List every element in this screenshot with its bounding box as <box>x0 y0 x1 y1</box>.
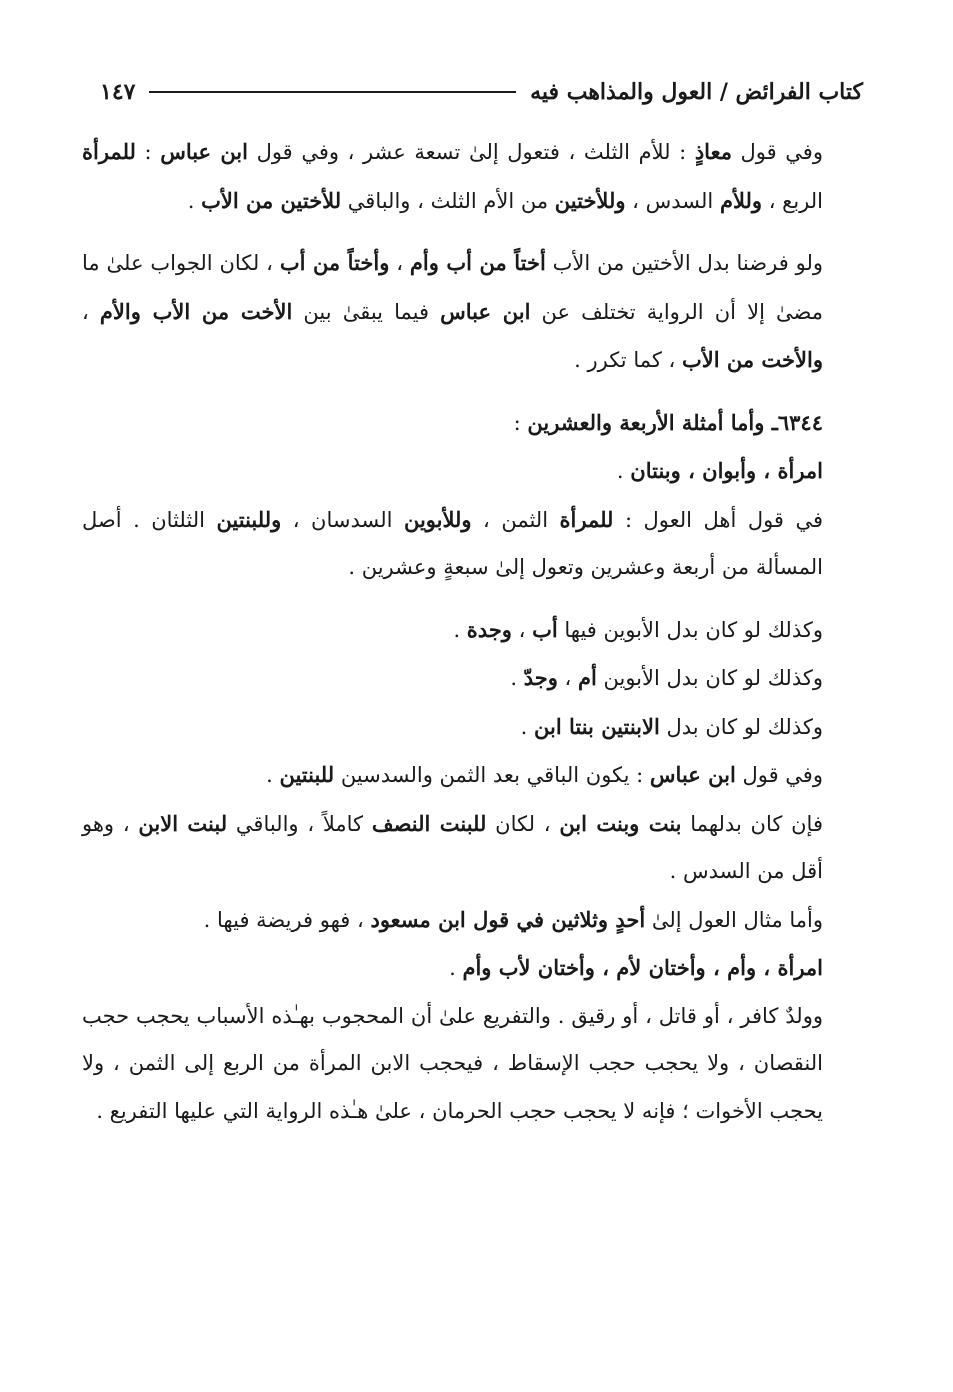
bold-text: وللبنتين <box>216 506 282 532</box>
bold-text: وأختاً من أب <box>279 250 390 275</box>
text-run: : <box>135 140 161 164</box>
text-run: ، <box>82 299 100 324</box>
text-run: . <box>520 714 534 739</box>
bold-text: ابن عباس <box>649 762 736 787</box>
text-run: : للأم الثلث ، فتعول إلىٰ تسعة عشر ، وفي قول <box>247 140 695 164</box>
body-text <box>82 128 865 1135</box>
text-run: كاملاً ، والباقي <box>227 811 372 836</box>
bold-text: وجدة <box>466 616 512 642</box>
paragraph <box>82 654 865 703</box>
paragraph <box>82 800 865 896</box>
text-run: ، لكان <box>486 811 560 836</box>
text-run: الثلثان . أصل المسألة من أربعة وعشرين وتعول إلىٰ سبعةٍ وعشرين . <box>82 507 823 579</box>
text-run: ، وهو أقل من السدس . <box>82 811 823 883</box>
text-run: . <box>510 666 524 690</box>
bold-text: وللأبوين <box>403 506 472 532</box>
paragraph <box>82 896 865 945</box>
text-run: وكذلك لو كان بدل الأبوين فيها <box>557 617 823 642</box>
text-run: ، <box>511 617 533 642</box>
text-run: . <box>449 956 463 980</box>
bold-text: للمرأة <box>559 506 614 532</box>
paragraph <box>82 993 865 1136</box>
text-run: وفي قول <box>735 763 823 787</box>
paragraph <box>82 128 865 225</box>
text-run: في قول أهل العول : <box>613 507 824 532</box>
bold-text: امرأة ، وأبوان ، وبنتان <box>630 458 823 483</box>
text-run: ، فهو فريضة فيها . <box>203 907 371 932</box>
text-run: . <box>453 617 467 642</box>
paragraph <box>82 751 865 800</box>
text-run: ، كما تكرر . <box>574 348 682 372</box>
bold-text: بنت وبنت ابن <box>559 810 682 836</box>
text-run: . <box>187 188 202 213</box>
text-run: وكذلك لو كان بدل <box>659 714 823 739</box>
bold-text: ابن عباس <box>160 139 248 164</box>
bold-text: وللأم <box>719 187 763 213</box>
text-run: فيما يبقىٰ بين <box>292 299 441 324</box>
header-rule <box>149 91 516 93</box>
paragraph <box>82 496 865 592</box>
text-run: : <box>513 410 528 435</box>
running-title: كتاب الفرائض / العول والمذاهب فيه <box>530 79 863 105</box>
bold-text: الأخت من الأب والأم <box>99 298 293 324</box>
text-run: الثمن ، <box>471 507 560 532</box>
bold-text: أم <box>577 665 597 690</box>
text-run: السدسان ، <box>281 507 404 532</box>
text-run: ، لكان الجواب علىٰ ما مضىٰ إلا أن الرواية تختلف عن <box>82 251 823 324</box>
bold-text: وجدّ <box>523 665 558 690</box>
paragraph <box>82 944 865 993</box>
text-run: فإن كان بدلهما <box>681 811 823 836</box>
paragraph <box>82 447 865 496</box>
paragraph <box>82 606 865 655</box>
bold-text: الابنتين بنتا ابن <box>533 713 660 739</box>
page-number: ١٤٧ <box>100 79 136 105</box>
text-run: : يكون الباقي بعد الثمن والسدسين <box>334 763 650 787</box>
paragraph <box>82 703 865 752</box>
running-header <box>100 74 863 110</box>
bold-text: معاذٍ <box>694 139 732 164</box>
bold-text: للبنتين <box>279 762 335 787</box>
bold-text: أب <box>532 616 558 642</box>
text-run: ، <box>389 251 410 275</box>
bold-text: أختاً من أب وأم <box>409 250 546 275</box>
bold-text: والأخت من الأب <box>682 347 823 372</box>
text-run: السدس ، <box>625 188 720 213</box>
text-run: . <box>266 763 280 787</box>
bold-text: امرأة ، وأم ، وأختان لأم ، وأختان لأب وأم <box>462 955 823 980</box>
text-run: وولدٌ كافر ، أو قاتل ، أو رقيق . والتفريع علىٰ أن المحجوب بهـٰذه الأسباب يحجب حجب النقصان ، ولا يحجب حجب الإسقاط ، فيحجب الابن المرأة من الربع إلى الثمن ، ولا يحجب الأخوات ؛ فإنه لا يحجب حجب الحرمان ، علىٰ هـٰذه الرواية التي عليها التفريع . <box>82 1003 823 1123</box>
text-run: وفي قول <box>731 140 823 164</box>
text-run: ، <box>557 666 578 690</box>
bold-text: ٦٣٤٤ـ وأما أمثلة الأربعة والعشرين <box>527 409 823 435</box>
text-run: الربع ، <box>762 188 823 213</box>
text-run: من الأم الثلث ، والباقي <box>341 188 555 213</box>
paragraph <box>82 239 865 385</box>
bold-text: للمرأة <box>82 139 136 164</box>
text-run: وأما مثال العول إلىٰ <box>645 907 823 932</box>
bold-text: أحدٍ وثلاثين في قول ابن مسعود <box>370 906 646 932</box>
text-run: . <box>616 459 631 483</box>
bold-text: لبنت الابن <box>138 810 228 836</box>
text-run: وكذلك لو كان بدل الأبوين <box>596 666 823 690</box>
bold-text: ابن عباس <box>440 298 531 324</box>
bold-text: للبنت النصف <box>371 810 487 836</box>
bold-text: وللأختين <box>554 187 626 213</box>
text-run: ولو فرضنا بدل الأختين من الأب <box>545 251 823 275</box>
paragraph <box>82 399 865 448</box>
bold-text: للأختين من الأب <box>201 187 342 213</box>
